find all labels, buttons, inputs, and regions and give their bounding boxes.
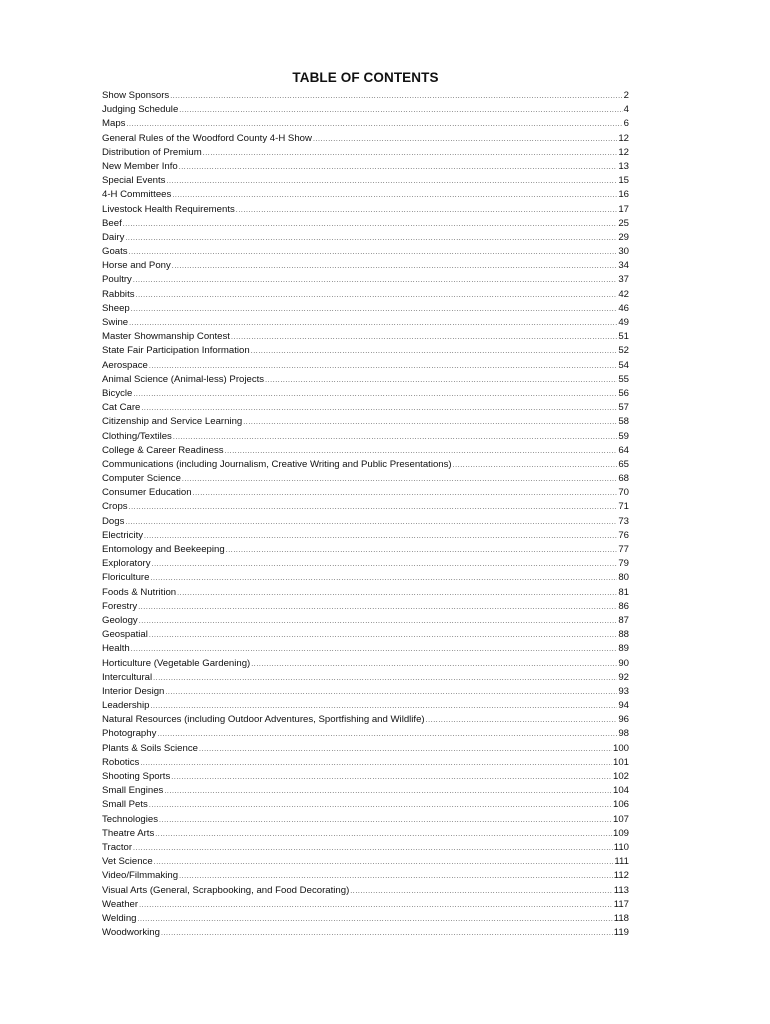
toc-entry-label: Consumer Education [102, 487, 192, 499]
toc-entry-label: Theatre Arts [102, 827, 155, 839]
toc-entry-label: Plants & Soils Science [102, 742, 198, 754]
toc-entry-page-number: 12 [618, 146, 629, 158]
toc-entry [102, 330, 629, 344]
toc-dot-leader [126, 118, 622, 132]
toc-entry [102, 231, 629, 245]
toc-entry-page-number: 94 [618, 700, 629, 712]
toc-entry-page-number: 25 [618, 217, 629, 229]
toc-dot-leader [161, 927, 613, 941]
toc-dot-leader [155, 828, 612, 842]
toc-entry-label: Cat Care [102, 402, 141, 414]
toc-dot-leader [129, 501, 618, 515]
toc-entry-page-number: 51 [618, 331, 629, 343]
toc-entry-label: Foods & Nutrition [102, 586, 177, 598]
toc-entry-label: Shooting Sports [102, 771, 171, 782]
toc-dot-leader [251, 658, 617, 672]
toc-entry [102, 486, 629, 500]
toc-entry-page-number: 55 [618, 373, 629, 385]
toc-entry-label: Poultry [102, 274, 132, 286]
toc-entry-label: Maps [102, 118, 126, 130]
toc-entry-label: Weather [102, 898, 139, 910]
toc-dot-leader [179, 161, 618, 175]
toc-entry [102, 571, 629, 585]
toc-entry [102, 458, 629, 472]
toc-entry [102, 89, 629, 103]
toc-entry-label: Swine [102, 317, 129, 328]
toc-entry [102, 827, 629, 841]
toc-entry-label: Communications (including Journalism, Creative Writing and Public Presentations) [102, 458, 452, 470]
toc-dot-leader [236, 204, 618, 218]
toc-entry-label: Horticulture (Vegetable Gardening) [102, 657, 251, 669]
toc-entry-label: Visual Arts (General, Scrapbooking, and Food Decorating) [102, 884, 350, 896]
toc-entry-label: Vet Science [102, 856, 153, 868]
toc-entry-label: Photography [102, 728, 157, 740]
toc-entry [102, 273, 629, 287]
toc-entry-label: State Fair Participation Information [102, 345, 250, 357]
toc-entry-page-number: 12 [618, 132, 629, 144]
toc-entry-page-number: 59 [618, 430, 629, 442]
toc-dot-leader [141, 402, 617, 416]
toc-entry [102, 316, 629, 330]
toc-entry [102, 713, 629, 727]
toc-dot-leader [133, 274, 617, 288]
toc-entry-page-number: 106 [612, 799, 629, 811]
toc-dot-leader [149, 799, 612, 813]
toc-entry-label: Geology [102, 614, 138, 626]
toc-entry [102, 671, 629, 685]
toc-dot-leader [150, 700, 617, 714]
toc-entry-label: Aerospace [102, 359, 148, 371]
toc-dot-leader [140, 757, 612, 771]
toc-entry [102, 117, 629, 131]
toc-dot-leader [129, 246, 618, 260]
toc-entry-page-number: 102 [612, 771, 629, 782]
toc-entry [102, 500, 629, 514]
toc-entry-page-number: 112 [613, 870, 629, 882]
toc-dot-leader [149, 629, 617, 643]
toc-dot-leader [133, 388, 617, 402]
toc-dot-leader [136, 289, 618, 303]
toc-entry-page-number: 54 [618, 359, 629, 371]
toc-entry-label: Welding [102, 912, 137, 924]
toc-entry-label: New Member Info [102, 160, 178, 172]
toc-entry-label: Clothing/Textiles [102, 430, 172, 442]
toc-entry-label: College & Career Readiness [102, 444, 224, 456]
toc-entry-label: Electricity [102, 529, 144, 541]
toc-dot-leader [153, 672, 617, 686]
toc-entry [102, 302, 629, 316]
toc-entry [102, 898, 629, 912]
toc-entry [102, 160, 629, 174]
toc-entry-page-number: 57 [618, 402, 629, 414]
toc-entry-page-number: 15 [618, 175, 629, 187]
toc-dot-leader [171, 771, 612, 785]
toc-entry-label: General Rules of the Woodford County 4-H Show [102, 132, 312, 144]
toc-entry [102, 103, 629, 117]
toc-entry [102, 600, 629, 614]
toc-entry [102, 742, 629, 756]
toc-entry [102, 174, 629, 188]
toc-entry [102, 685, 629, 699]
toc-dot-leader [177, 587, 617, 601]
toc-entry [102, 401, 629, 415]
table-of-contents [102, 89, 629, 940]
toc-entry [102, 657, 629, 671]
toc-entry-page-number: 65 [618, 458, 629, 470]
toc-entry [102, 869, 629, 883]
toc-entry [102, 188, 629, 202]
toc-entry-page-number: 117 [613, 898, 629, 910]
toc-entry-label: Geospatial [102, 629, 148, 641]
toc-dot-leader [226, 544, 618, 558]
toc-entry-label: Show Sponsors [102, 90, 170, 101]
toc-entry [102, 798, 629, 812]
toc-entry-page-number: 37 [618, 274, 629, 286]
toc-entry-label: Video/Filmmaking [102, 870, 179, 882]
toc-entry [102, 373, 629, 387]
toc-entry-page-number: 4 [623, 104, 629, 116]
toc-entry-label: Judging Schedule [102, 104, 179, 116]
toc-dot-leader [179, 870, 613, 884]
toc-entry-label: Dairy [102, 231, 125, 243]
toc-entry [102, 784, 629, 798]
toc-dot-leader [172, 189, 617, 203]
toc-entry-page-number: 30 [618, 246, 629, 258]
toc-entry-page-number: 110 [613, 841, 629, 853]
toc-entry-label: Sheep [102, 302, 130, 314]
toc-entry-page-number: 109 [612, 827, 629, 839]
toc-dot-leader [225, 445, 618, 459]
toc-entry-page-number: 104 [612, 785, 629, 797]
toc-dot-leader [231, 331, 617, 345]
toc-entry-page-number: 88 [618, 629, 629, 641]
toc-entry-page-number: 81 [618, 586, 629, 598]
toc-entry [102, 884, 629, 898]
toc-dot-leader [138, 601, 617, 615]
toc-entry [102, 586, 629, 600]
toc-dot-leader [129, 317, 617, 331]
toc-entry [102, 855, 629, 869]
toc-dot-leader [172, 260, 618, 274]
toc-entry [102, 727, 629, 741]
toc-entry-page-number: 80 [618, 572, 629, 584]
toc-entry [102, 614, 629, 628]
toc-entry-page-number: 49 [618, 317, 629, 328]
toc-dot-leader [182, 473, 617, 487]
toc-entry-page-number: 113 [613, 884, 629, 896]
toc-entry-page-number: 92 [618, 671, 629, 683]
toc-entry-page-number: 77 [618, 544, 629, 555]
toc-entry-page-number: 71 [618, 501, 629, 513]
toc-dot-leader [131, 303, 618, 317]
toc-entry-page-number: 73 [618, 515, 629, 527]
toc-entry-label: Natural Resources (including Outdoor Adventures, Sportfishing and Wildlife) [102, 714, 425, 726]
toc-dot-leader [199, 743, 612, 757]
toc-entry-page-number: 89 [618, 643, 629, 655]
toc-entry-label: Health [102, 643, 130, 655]
toc-dot-leader [123, 218, 618, 232]
toc-dot-leader [173, 431, 617, 445]
toc-entry-page-number: 93 [618, 685, 629, 697]
toc-dot-leader [149, 360, 617, 374]
toc-entry [102, 245, 629, 259]
toc-entry-label: Distribution of Premium [102, 146, 202, 158]
toc-dot-leader [203, 147, 618, 161]
toc-entry-label: Interior Design [102, 685, 165, 697]
toc-entry-label: Entomology and Beekeeping [102, 544, 225, 555]
toc-entry-page-number: 101 [612, 756, 629, 768]
toc-entry-page-number: 68 [618, 473, 629, 485]
toc-entry [102, 756, 629, 770]
toc-entry-label: Small Engines [102, 785, 164, 797]
toc-dot-leader [453, 459, 618, 473]
toc-dot-leader [150, 572, 617, 586]
toc-entry-page-number: 119 [613, 927, 629, 939]
toc-dot-leader [251, 345, 618, 359]
toc-dot-leader [157, 728, 617, 742]
page-title: TABLE OF CONTENTS [292, 70, 439, 85]
toc-dot-leader [193, 487, 618, 501]
toc-entry [102, 699, 629, 713]
toc-entry [102, 259, 629, 273]
toc-entry-page-number: 16 [618, 189, 629, 201]
toc-entry [102, 472, 629, 486]
toc-entry [102, 217, 629, 231]
toc-entry-page-number: 90 [618, 657, 629, 669]
toc-dot-leader [350, 885, 612, 899]
toc-entry-page-number: 87 [618, 614, 629, 626]
toc-entry-page-number: 70 [618, 487, 629, 499]
toc-entry-page-number: 17 [618, 203, 629, 215]
toc-entry [102, 926, 629, 940]
toc-entry [102, 146, 629, 160]
toc-entry-label: Forestry [102, 600, 138, 612]
toc-entry [102, 642, 629, 656]
toc-entry [102, 557, 629, 571]
toc-entry-page-number: 111 [614, 856, 629, 868]
toc-entry-page-number: 13 [618, 160, 629, 172]
toc-dot-leader [125, 516, 617, 530]
toc-entry-label: Floriculture [102, 572, 150, 584]
toc-entry-page-number: 64 [618, 444, 629, 456]
toc-entry-label: Crops [102, 501, 128, 513]
toc-entry-label: Intercultural [102, 671, 153, 683]
toc-entry [102, 515, 629, 529]
toc-dot-leader [179, 104, 622, 118]
toc-entry [102, 203, 629, 217]
toc-entry-label: Technologies [102, 813, 159, 825]
toc-dot-leader [154, 856, 614, 870]
toc-entry-label: Computer Science [102, 473, 181, 485]
toc-entry [102, 387, 629, 401]
toc-entry-page-number: 58 [618, 416, 629, 428]
toc-entry-page-number: 76 [618, 529, 629, 541]
toc-dot-leader [166, 175, 617, 189]
toc-dot-leader [170, 90, 622, 104]
toc-entry-label: Dogs [102, 515, 125, 527]
toc-entry-label: Master Showmanship Contest [102, 331, 230, 343]
toc-dot-leader [165, 686, 617, 700]
toc-dot-leader [144, 530, 617, 544]
toc-entry [102, 628, 629, 642]
toc-dot-leader [152, 558, 618, 572]
toc-dot-leader [243, 416, 617, 430]
toc-dot-leader [125, 232, 617, 246]
toc-dot-leader [159, 814, 612, 828]
toc-entry-page-number: 46 [618, 302, 629, 314]
toc-entry-page-number: 56 [618, 387, 629, 399]
toc-dot-leader [164, 785, 612, 799]
toc-entry-page-number: 107 [612, 813, 629, 825]
toc-entry [102, 288, 629, 302]
toc-dot-leader [265, 374, 617, 388]
toc-entry-page-number: 2 [623, 90, 629, 101]
toc-dot-leader [313, 133, 617, 147]
toc-entry-page-number: 98 [618, 728, 629, 740]
toc-entry-label: Woodworking [102, 927, 160, 939]
toc-dot-leader [133, 842, 613, 856]
toc-entry-label: Animal Science (Animal-less) Projects [102, 373, 265, 385]
toc-entry-page-number: 96 [618, 714, 629, 726]
toc-entry [102, 912, 629, 926]
toc-entry [102, 359, 629, 373]
toc-entry [102, 770, 629, 784]
toc-entry-label: Horse and Pony [102, 260, 171, 272]
toc-dot-leader [139, 615, 618, 629]
toc-entry-page-number: 100 [612, 742, 629, 754]
toc-entry [102, 529, 629, 543]
toc-entry-page-number: 6 [623, 118, 629, 130]
toc-entry-page-number: 79 [618, 558, 629, 570]
toc-entry [102, 415, 629, 429]
toc-entry-label: Leadership [102, 700, 150, 712]
toc-entry-label: Livestock Health Requirements [102, 203, 235, 215]
toc-entry [102, 132, 629, 146]
toc-entry [102, 813, 629, 827]
toc-entry-label: Goats [102, 246, 128, 258]
toc-entry-page-number: 86 [618, 600, 629, 612]
toc-entry-label: Small Pets [102, 799, 148, 811]
toc-entry-label: Rabbits [102, 288, 135, 300]
toc-entry [102, 344, 629, 358]
toc-dot-leader [139, 899, 613, 913]
toc-entry-label: Exploratory [102, 558, 151, 570]
toc-entry-page-number: 29 [618, 231, 629, 243]
toc-entry [102, 430, 629, 444]
toc-dot-leader [426, 714, 618, 728]
toc-entry-label: 4-H Committees [102, 189, 172, 201]
toc-entry-label: Bicycle [102, 387, 133, 399]
toc-entry-label: Special Events [102, 175, 166, 187]
toc-entry-label: Tractor [102, 841, 133, 853]
toc-entry [102, 543, 629, 557]
toc-dot-leader [138, 913, 613, 927]
toc-entry-label: Citizenship and Service Learning [102, 416, 243, 428]
toc-entry [102, 841, 629, 855]
toc-entry-page-number: 34 [618, 260, 629, 272]
toc-dot-leader [131, 643, 618, 657]
toc-entry-page-number: 52 [618, 345, 629, 357]
toc-entry-page-number: 42 [618, 288, 629, 300]
toc-entry-label: Beef [102, 217, 122, 229]
toc-entry-page-number: 118 [613, 912, 629, 924]
toc-entry [102, 444, 629, 458]
toc-entry-label: Robotics [102, 756, 140, 768]
